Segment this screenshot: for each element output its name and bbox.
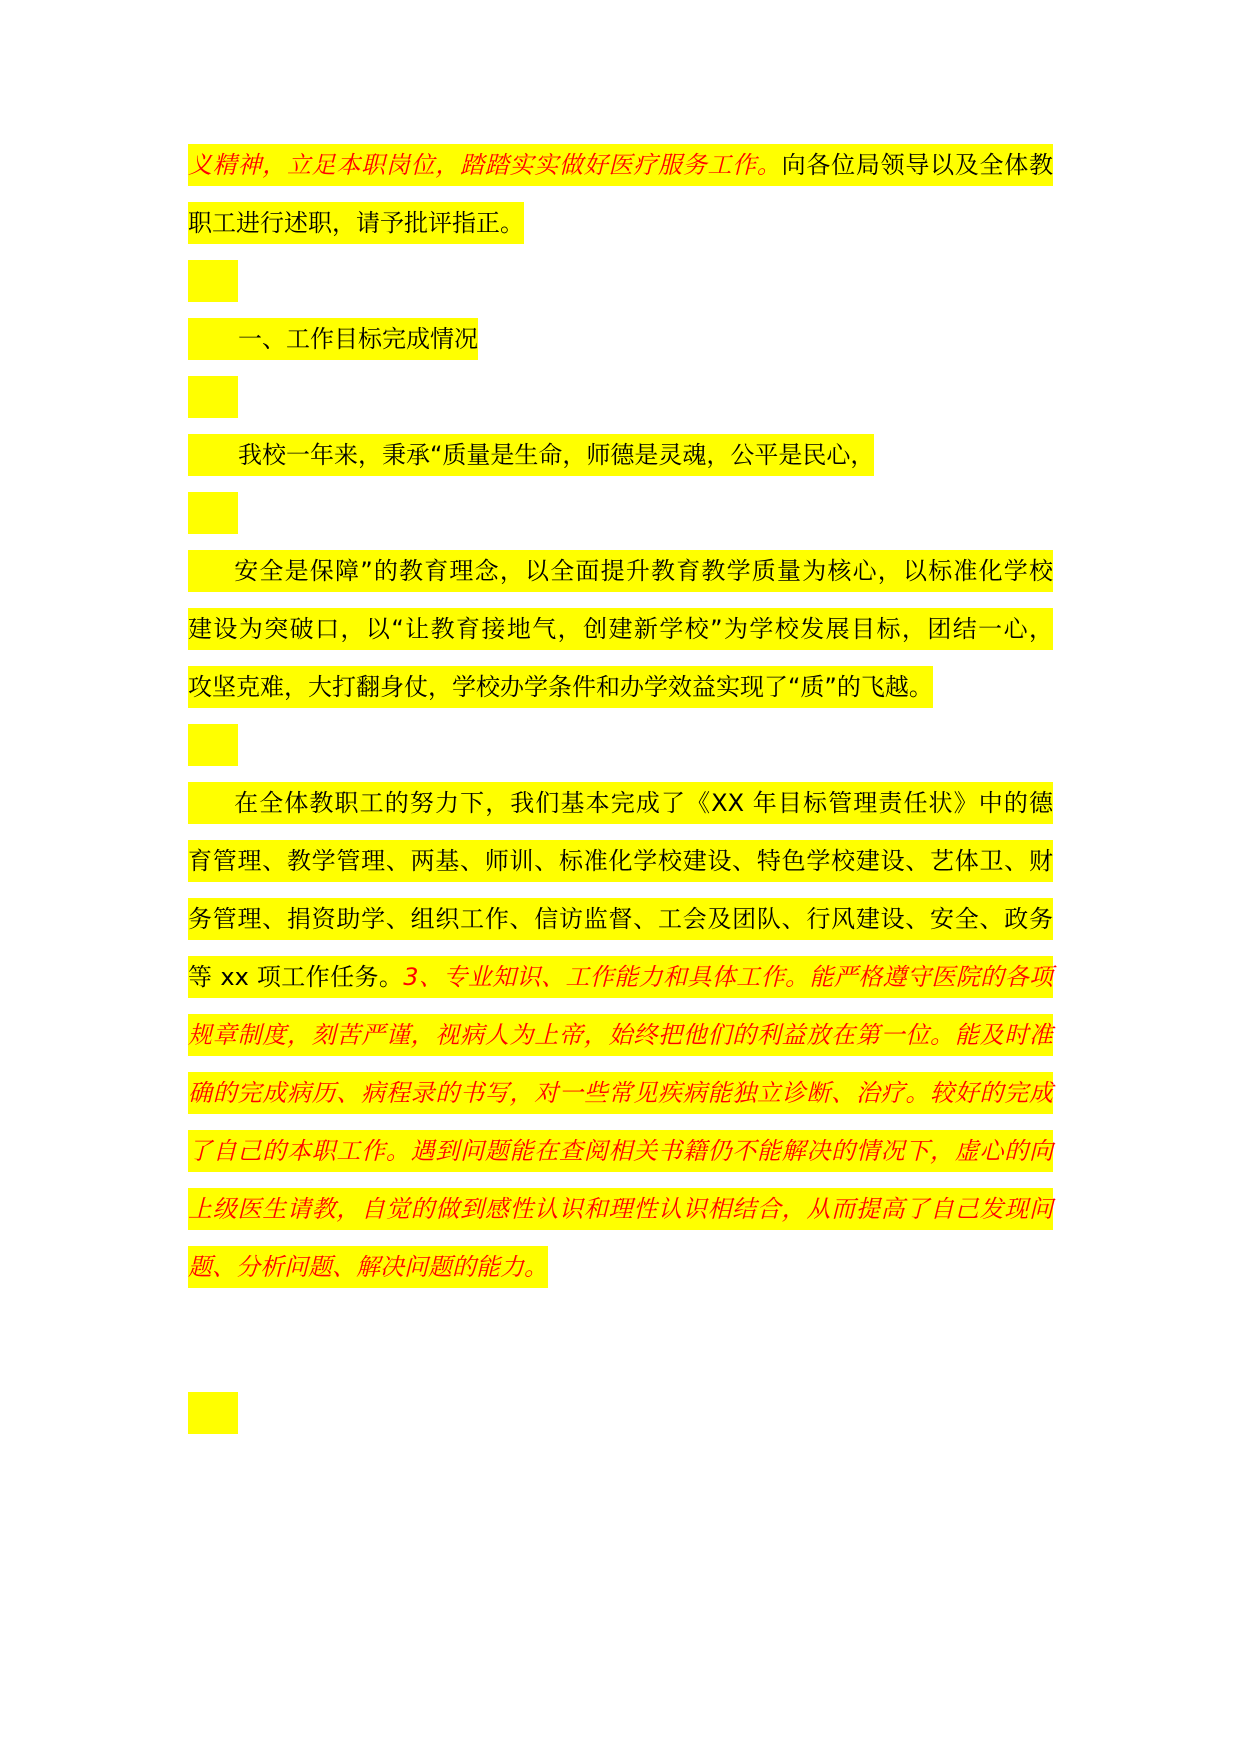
body-text: 等 xx 项工作任务。 <box>188 963 404 991</box>
text-line <box>188 550 1053 592</box>
emphasis-text: 义精神，立足本职岗位，踏踏实实做好医疗服务工作。 <box>188 151 782 179</box>
text-line <box>188 782 1053 824</box>
body-text: 我校一年来，秉承“质量是生命，师德是灵魂，公平是民心， <box>238 441 875 469</box>
text-line: 务管理、捐资助学、组织工作、信访监督、工会及团队、行风建设、安全、政务 <box>188 898 1053 940</box>
text-line: 攻坚克难，大打翻身仗，学校办学条件和办学效益实现了“质”的飞越。 <box>188 666 933 708</box>
emphasis-line: 题、分析问题、解决问题的能力。 <box>188 1246 548 1288</box>
text-line <box>188 144 1053 186</box>
text-line <box>188 956 1053 998</box>
body-text: 向各位局领导以及全体教 <box>781 151 1054 179</box>
empty-highlighted-line <box>188 376 238 418</box>
text-line: 职工进行述职，请予批评指正。 <box>188 202 524 244</box>
section-heading-text: 一、工作目标完成情况 <box>238 325 478 353</box>
text-line: 建设为突破口，以“让教育接地气，创建新学校”为学校发展目标，团结一心， <box>188 608 1053 650</box>
section-heading <box>188 318 478 360</box>
empty-highlighted-line <box>188 724 238 766</box>
emphasis-line: 规章制度，刻苦严谨，视病人为上帝，始终把他们的利益放在第一位。能及时准 <box>188 1014 1053 1056</box>
emphasis-text: 3、专业知识、工作能力和具体工作。能严格遵守医院的各项 <box>403 963 1053 991</box>
empty-highlighted-line <box>188 260 238 302</box>
empty-highlighted-line <box>188 1392 238 1434</box>
emphasis-line: 上级医生请教，自觉的做到感性认识和理性认识相结合，从而提高了自己发现问 <box>188 1188 1053 1230</box>
body-text: 安全是保障”的教育理念，以全面提升教育教学质量为核心，以标准化学校 <box>233 557 1053 585</box>
body-text: 在全体教职工的努力下，我们基本完成了《XX 年目标管理责任状》中的德 <box>233 789 1053 817</box>
text-line: 育管理、教学管理、两基、师训、标准化学校建设、特色学校建设、艺体卫、财 <box>188 840 1053 882</box>
empty-highlighted-line <box>188 492 238 534</box>
emphasis-line: 了自己的本职工作。遇到问题能在查阅相关书籍仍不能解决的情况下，虚心的向 <box>188 1130 1053 1172</box>
text-line <box>188 434 874 476</box>
emphasis-line: 确的完成病历、病程录的书写，对一些常见疾病能独立诊断、治疗。较好的完成 <box>188 1072 1053 1114</box>
